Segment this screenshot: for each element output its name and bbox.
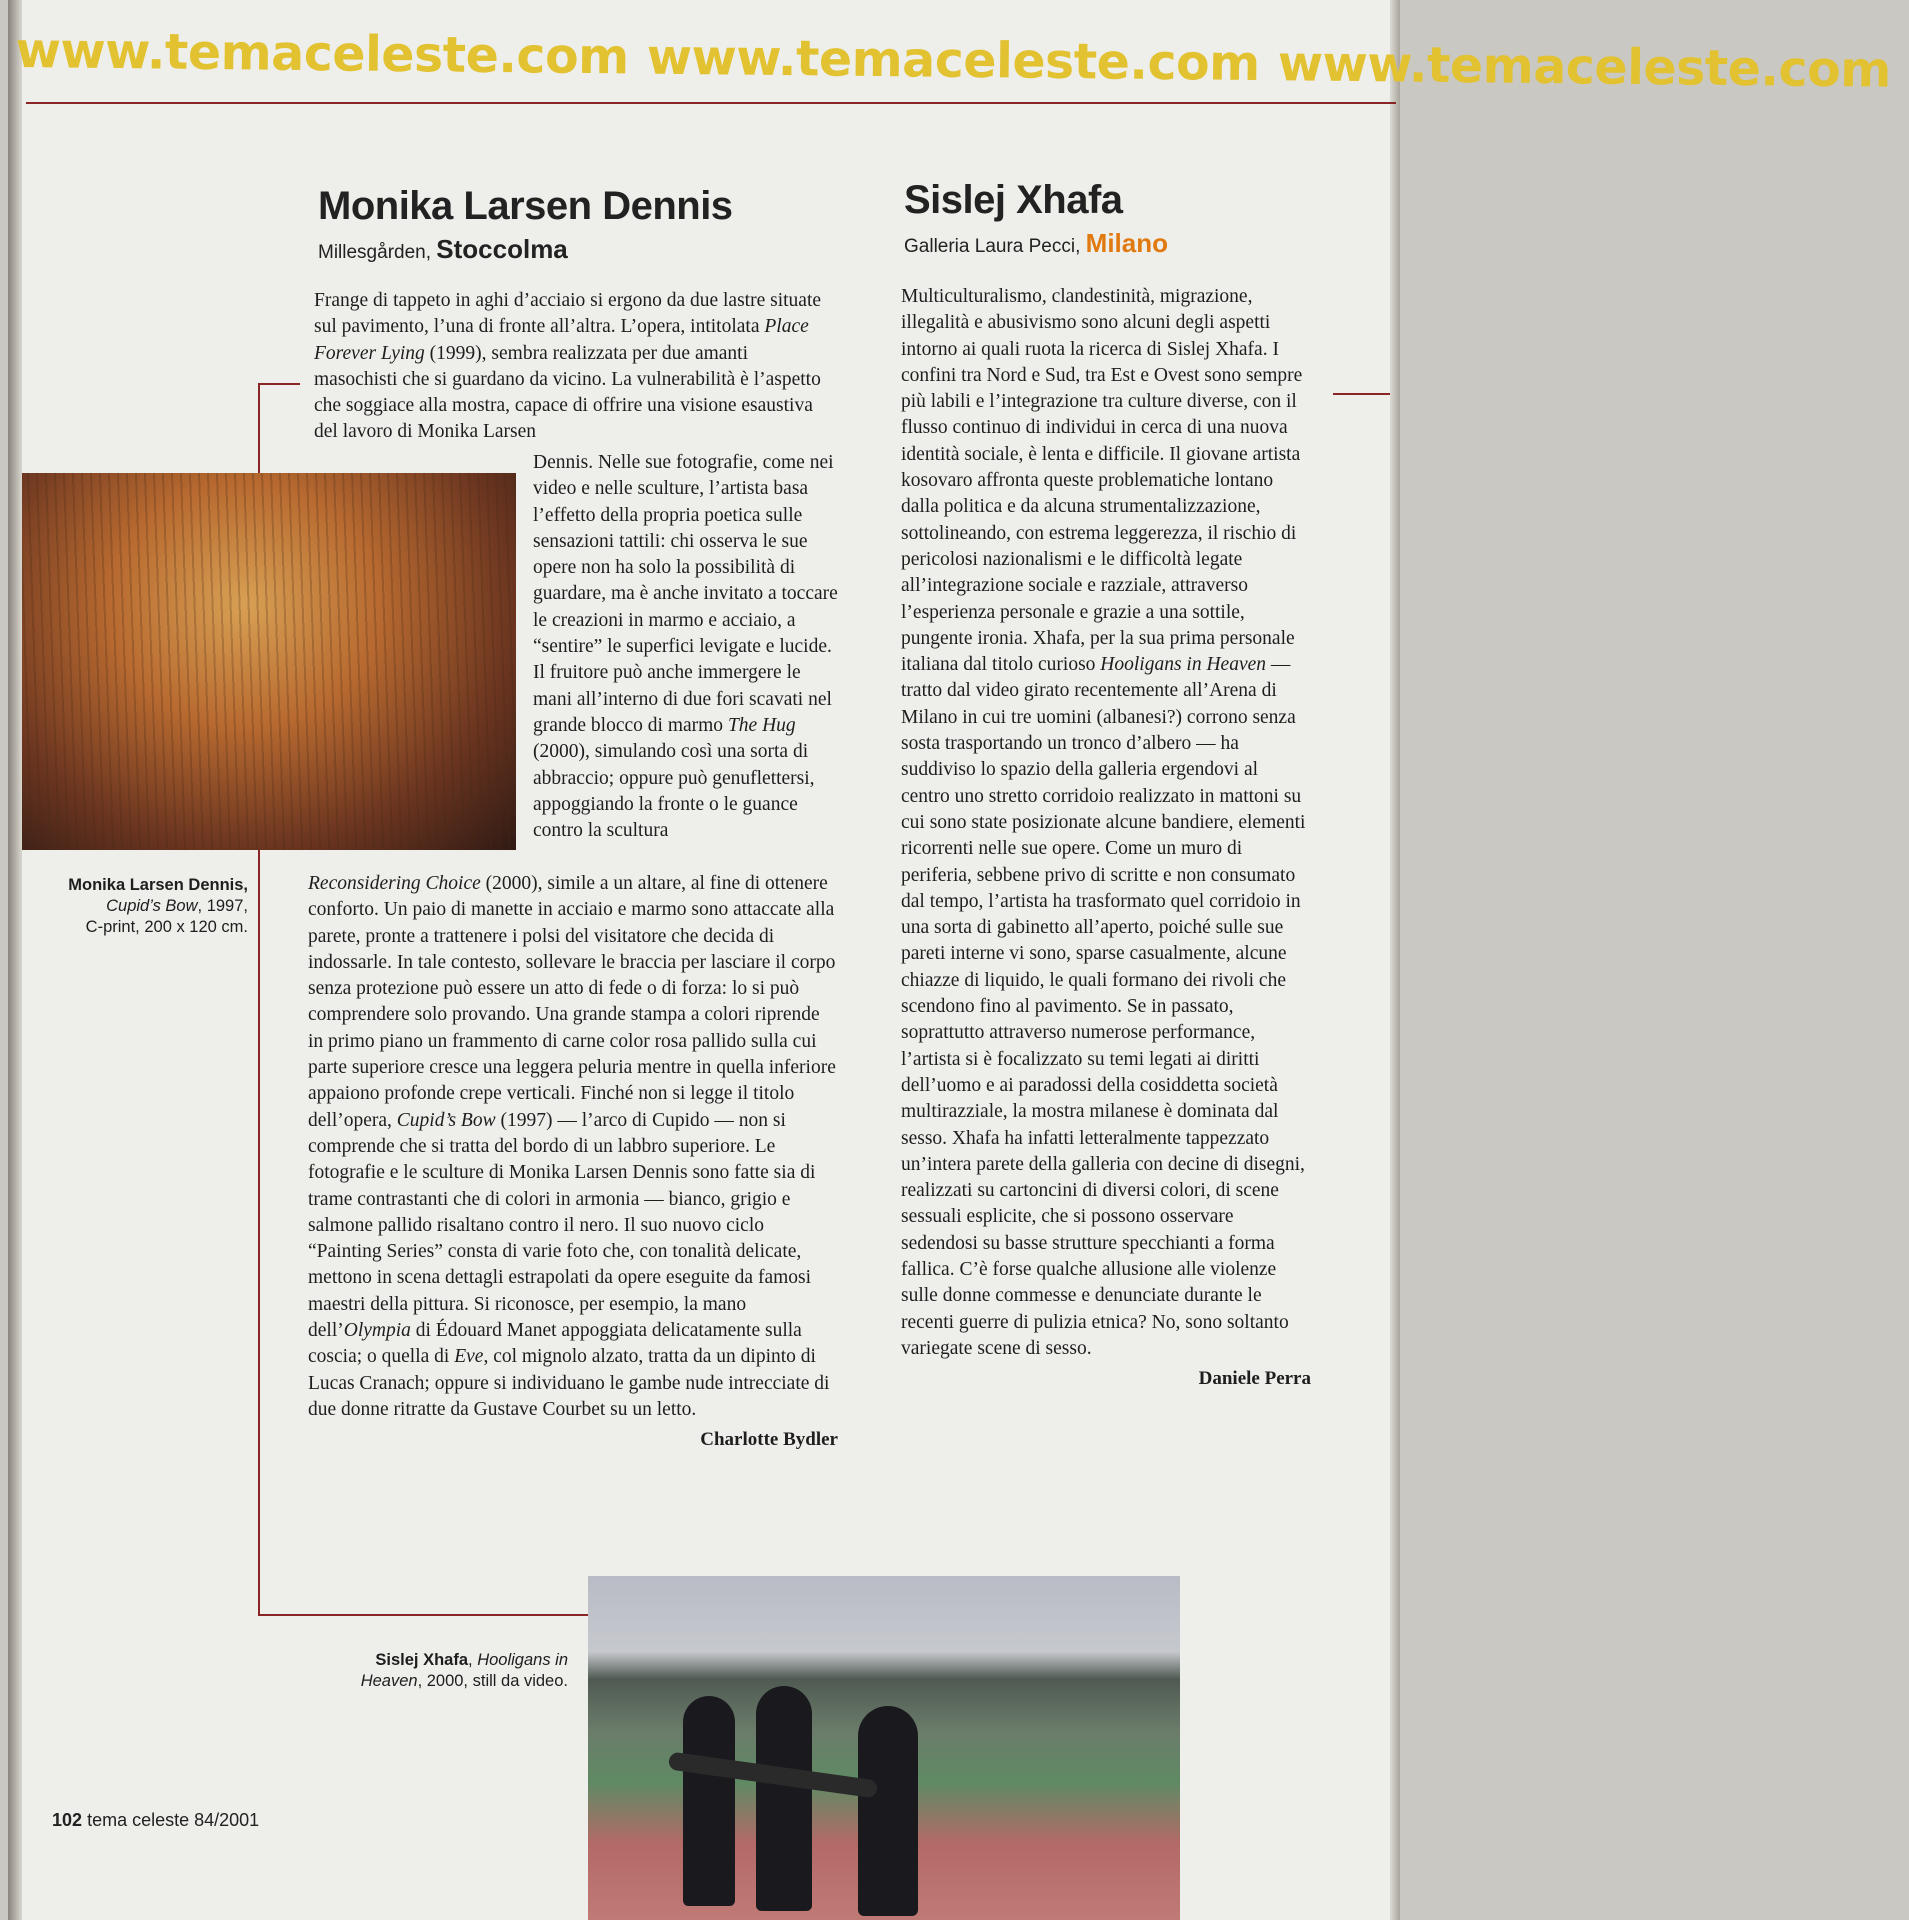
connector-line <box>258 1614 588 1616</box>
body-text: (1997) — l’arco di Cupido — non si comprende che si tratta del bordo di un labbro superiore. Le fotografie e le sculture di Monika Larsen Dennis sono fatte sia di trame contrastanti che di colori in armonia — bianco, grigio e salmone pallido risaltano contro il nero. Il suo nuovo ciclo “Painting Series” consta di varie foto che, con tonalità delicate, mettono in scena dettagli estrapolati da opere eseguite da famosi maestri della pittura. Si riconosce, per esempio, la mano dell’ <box>308 1109 816 1342</box>
venue-name: Millesgården, <box>318 242 431 263</box>
connector-line <box>258 383 300 385</box>
top-rule <box>26 102 1396 104</box>
figure-person <box>858 1706 918 1916</box>
connector-line <box>258 850 260 1615</box>
work-title: Olympia <box>343 1320 411 1342</box>
artwork-photo-cupids-bow <box>22 473 516 850</box>
article-left-body-wrap <box>533 450 838 844</box>
article-venue <box>318 234 838 265</box>
article-author: Charlotte Bydler <box>700 1429 838 1451</box>
body-text: , col mignolo alzato, tratta da un dipinto di Lucas Cranach; oppure si individuano le gambe nude intrecciate di due donne ritratte da Gustave Courbet su un letto. <box>308 1346 830 1420</box>
page-spine <box>8 0 22 1920</box>
article-right <box>904 178 1324 259</box>
figure-person <box>756 1686 812 1911</box>
banner-url-3: www.temaceleste.com <box>1277 35 1892 99</box>
caption-sep: , <box>468 1651 478 1669</box>
work-title: Place Forever Lying <box>314 316 809 364</box>
body-text: (2000), simile a un altare, al fine di ottenere conforto. Un paio di manette in acciaio e marmo sono attaccate alla parete, pronte a trattenere i polsi del visitatore che decida di indossarle. In tale contesto, sollevare le braccia per lasciare il corpo senza protezione può essere un atto di fede o di forza: lo si può comprendere solo provando. Una grande stampa a colori riprende in primo piano un frammento di carne color rosa pallido sulla cui parte superiore cresce una leggera peluria mentre in quella inferiore appaiono profonde crepe verticali. Finché non si legge il titolo dell’opera, <box>308 873 836 1131</box>
article-venue <box>904 228 1324 259</box>
caption-details: , 1997, <box>197 897 248 915</box>
caption-work: Heaven <box>360 1672 418 1690</box>
page-edge <box>1390 0 1400 1920</box>
body-text: (2000), simulando così una sorta di abbraccio; oppure può genuflettersi, appoggiando la fronte o le guance contro la scultura <box>533 741 815 842</box>
connector-line <box>258 383 260 473</box>
work-title: Eve <box>454 1346 484 1368</box>
body-text: — tratto dal video girato recentemente all’Arena di Milano in cui tre uomini (albanesi?) corrono senza sosta trasportando un tronco d’albero — ha suddiviso lo spazio della galleria ergendovi al centro uno stretto corridoio realizzato in mattoni su cui sono state posizionate alcune bandiere, elementi ricorrenti nelle sue opere. Come un muro di periferia, sebbene privo di scritte e non consumato dal tempo, l’artista ha trasformato quel corridoio in una sorta di gabinetto all’aperto, poiché sulle sue pareti interne vi sono, sparse casualmente, alcune chiazze di liquido, le quali formano dei rivoli che scendono fino al pavimento. Se in passato, soprattutto attraverso numerose performance, l’artista si è focalizzato su temi legati ai diritti dell’uomo e ai paradossi della cosiddetta società multirazziale, la mostra milanese è dominata dal sesso. Xhafa ha infatti letteralmente tappezzato un’intera parete della galleria con decine di disegni, realizzati su cartoncini di diversi colori, di scene sessuali esplicite, che si possono osservare sedendosi su basse strutture specchianti a forma fallica. C’è forse qualche allusione alle violenze sulle donne commesse e denunciate durante le recenti guerre di pulizia etnica? No, sono soltanto variegate scene di sesso. <box>901 654 1306 1359</box>
work-title: Reconsidering Choice <box>308 873 481 894</box>
caption-artist: Monika Larsen Dennis, <box>68 876 248 894</box>
photo-caption-right <box>308 1650 568 1692</box>
caption-artist: Sislej Xhafa <box>375 1651 469 1669</box>
caption-work: Cupid’s Bow <box>106 897 198 915</box>
body-text: (1999), sembra realizzata per due amanti masochisti che si guardano da vicino. La vulnerabilità è l’aspetto che soggiace alla mostra, capace di offrire una visione esaustiva del lavoro di Monika Larsen <box>314 342 821 443</box>
page-folio <box>52 1810 259 1831</box>
page-number: 102 <box>52 1810 83 1830</box>
work-title: Hooligans in Heaven <box>1100 654 1267 676</box>
body-text: Frange di tappeto in aghi d’acciaio si ergono da due lastre situate sul pavimento, l’una di fronte all’altra. L’opera, intitolata <box>314 290 822 338</box>
banner-url-2: www.temaceleste.com <box>646 28 1261 93</box>
work-title: Cupid’s Bow <box>396 1109 496 1131</box>
article-left-body-bottom <box>308 871 838 1454</box>
photo-caption-left <box>28 875 248 938</box>
venue-city: Milano <box>1085 228 1168 258</box>
article-title: Monika Larsen Dennis <box>318 184 733 228</box>
magazine-issue: tema celeste 84/2001 <box>87 1810 260 1830</box>
body-text: Multiculturalismo, clandestinità, migrazione, illegalità e abusivismo sono alcuni degli aspetti intorno ai quali ruota la ricerca di Sislej Xhafa. I confini tra Nord e Sud, tra Est e Ovest sono sempre più labili e l’integrazione tra culture diverse, con il flusso continuo di individui in cerca di una nuova identità sociale, è lenta e difficile. Il giovane artista kosovaro affronta queste problematiche lontano dalla politica e da alcuna strumentalizzazione, sottolineando, con estrema leggerezza, il rischio di pericolosi nazionalismi e le difficoltà legate all’integrazione sociale e razziale, attraverso l’esperienza personale e grazie a una sottile, pungente ironia. Xhafa, per la sua prima personale italiana dal titolo curioso <box>901 286 1303 676</box>
figure-person <box>683 1696 735 1906</box>
video-still-hooligans-in-heaven <box>588 1576 1180 1920</box>
caption-details: , 2000, still da video. <box>417 1672 568 1690</box>
venue-city: Stoccolma <box>436 234 568 264</box>
article-left <box>318 184 838 265</box>
magazine-page <box>8 0 1892 1920</box>
article-author: Daniele Perra <box>1198 1368 1311 1390</box>
article-title: Sislej Xhafa <box>904 178 1123 222</box>
body-text: di Édouard Manet appoggiata delicatamente sulla coscia; o quella di <box>308 1320 802 1368</box>
connector-line <box>1333 393 1390 395</box>
caption-medium: C-print, 200 x 120 cm. <box>85 918 248 936</box>
body-text: Dennis. Nelle sue fotografie, come nei video e nelle sculture, l’artista basa l’effetto della propria poetica sulle sensazioni tattili: chi osserva le sue opere non ha solo la possibilità di guardare, ma è anche invitato a toccare le creazioni in marmo e acciaio, a “sentire” le superfici levigate e lucide. Il fruitore può anche immergere le mani all’interno di due fori scavati nel grande blocco di marmo <box>533 452 838 736</box>
caption-work: Hooligans in <box>477 1651 568 1669</box>
work-title: The Hug <box>727 714 796 736</box>
article-right-body <box>901 284 1311 1392</box>
venue-name: Galleria Laura Pecci, <box>904 236 1081 257</box>
article-left-body-top <box>314 288 834 446</box>
banner-url-1: www.temaceleste.com <box>15 22 630 86</box>
